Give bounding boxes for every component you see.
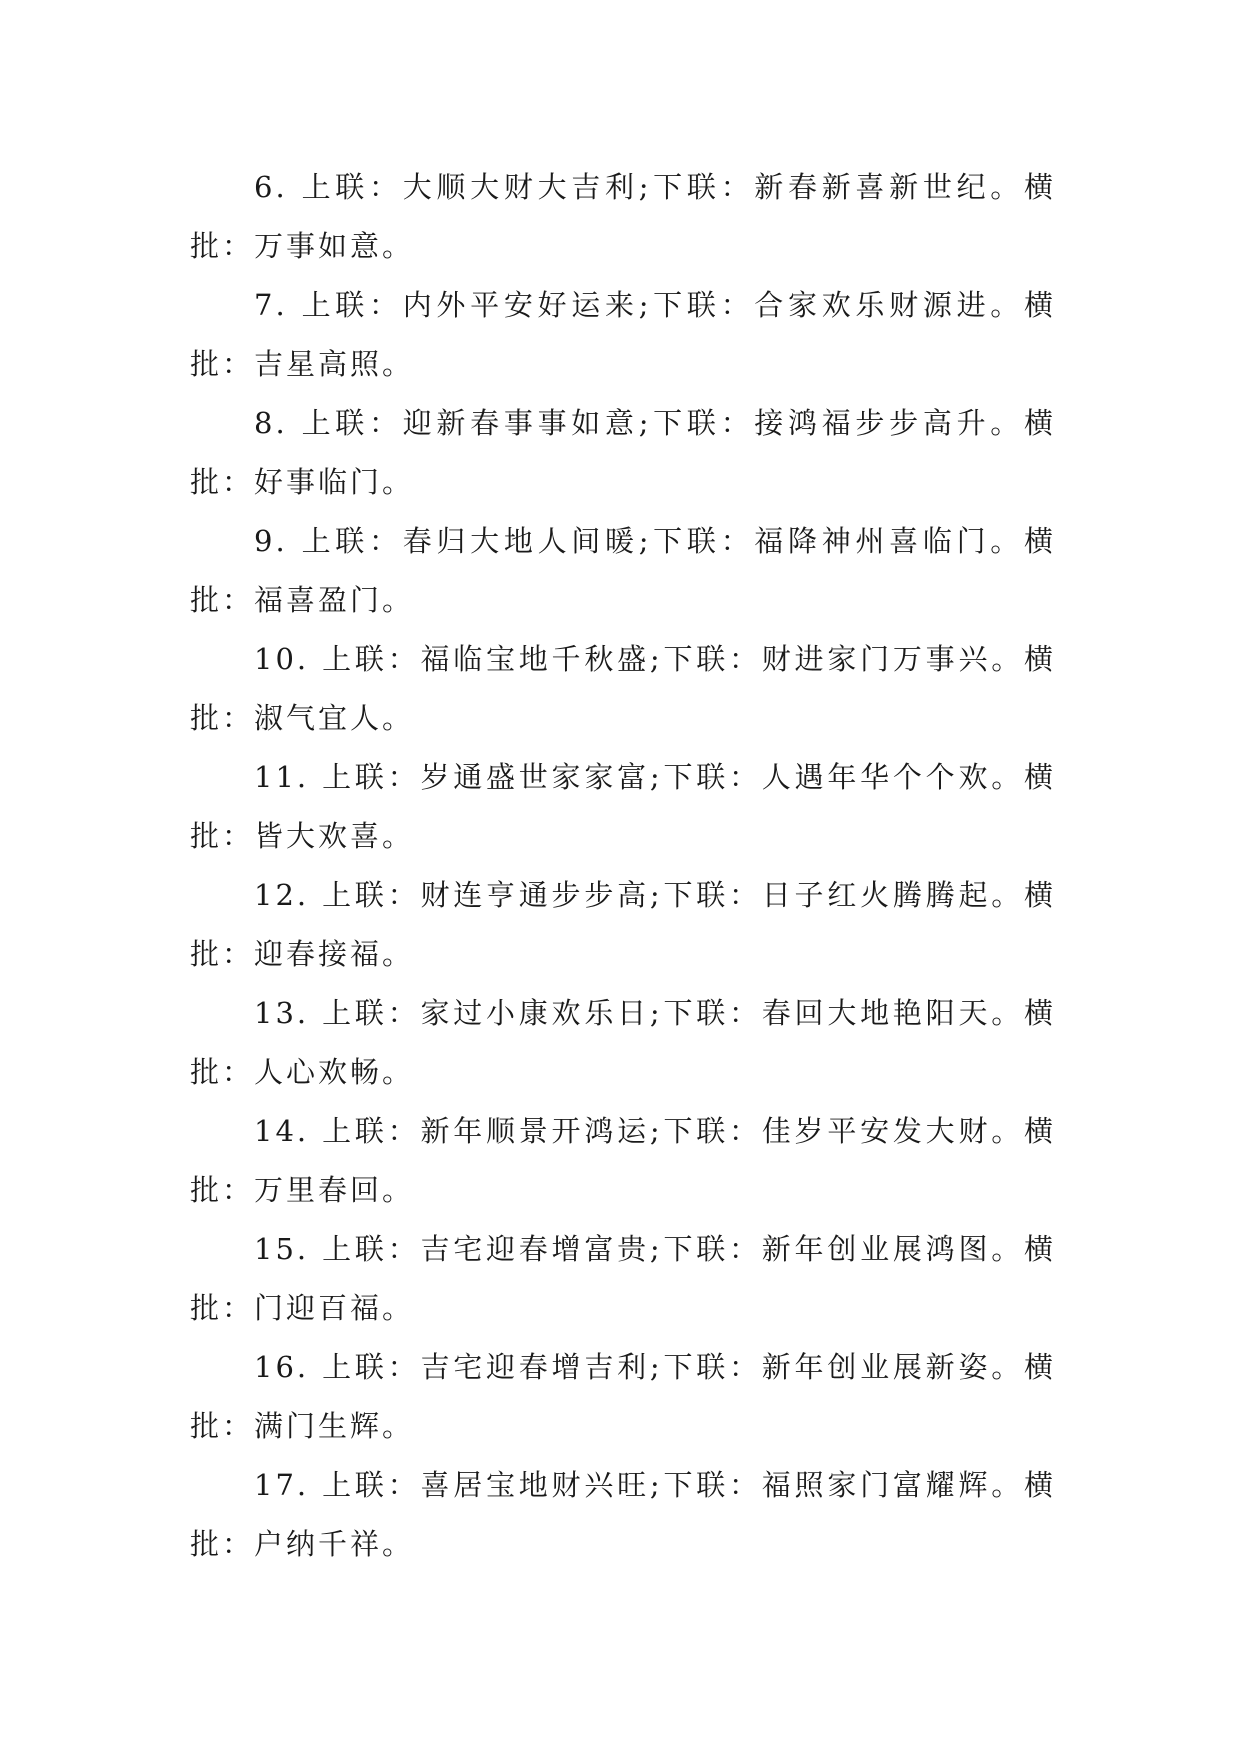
couplet-paragraph: 16. 上联：吉宅迎春增吉利;下联：新年创业展新姿。横批：满门生辉。 — [190, 1350, 1056, 1443]
couplet-paragraph: 11. 上联：岁通盛世家家富;下联：人遇年华个个欢。横批：皆大欢喜。 — [190, 760, 1056, 853]
couplet-paragraph: 7. 上联：内外平安好运来;下联：合家欢乐财源进。横批：吉星高照。 — [190, 288, 1056, 381]
couplet-paragraph: 9. 上联：春归大地人间暖;下联：福降神州喜临门。横批：福喜盈门。 — [190, 524, 1056, 617]
couplet-paragraph: 6. 上联：大顺大财大吉利;下联：新春新喜新世纪。横批：万事如意。 — [190, 170, 1056, 263]
couplet-paragraph: 10. 上联：福临宝地千秋盛;下联：财进家门万事兴。横批：淑气宜人。 — [190, 642, 1056, 735]
couplet-paragraph: 17. 上联：喜居宝地财兴旺;下联：福照家门富耀辉。横批：户纳千祥。 — [190, 1468, 1056, 1561]
couplet-paragraph: 15. 上联：吉宅迎春增富贵;下联：新年创业展鸿图。横批：门迎百福。 — [190, 1232, 1056, 1325]
couplet-paragraph: 14. 上联：新年顺景开鸿运;下联：佳岁平安发大财。横批：万里春回。 — [190, 1114, 1056, 1207]
couplet-paragraph: 13. 上联：家过小康欢乐日;下联：春回大地艳阳天。横批：人心欢畅。 — [190, 996, 1056, 1089]
couplet-list — [190, 158, 1056, 1574]
couplet-paragraph: 8. 上联：迎新春事事如意;下联：接鸿福步步高升。横批：好事临门。 — [190, 406, 1056, 499]
couplet-paragraph: 12. 上联：财连亨通步步高;下联：日子红火腾腾起。横批：迎春接福。 — [190, 878, 1056, 971]
